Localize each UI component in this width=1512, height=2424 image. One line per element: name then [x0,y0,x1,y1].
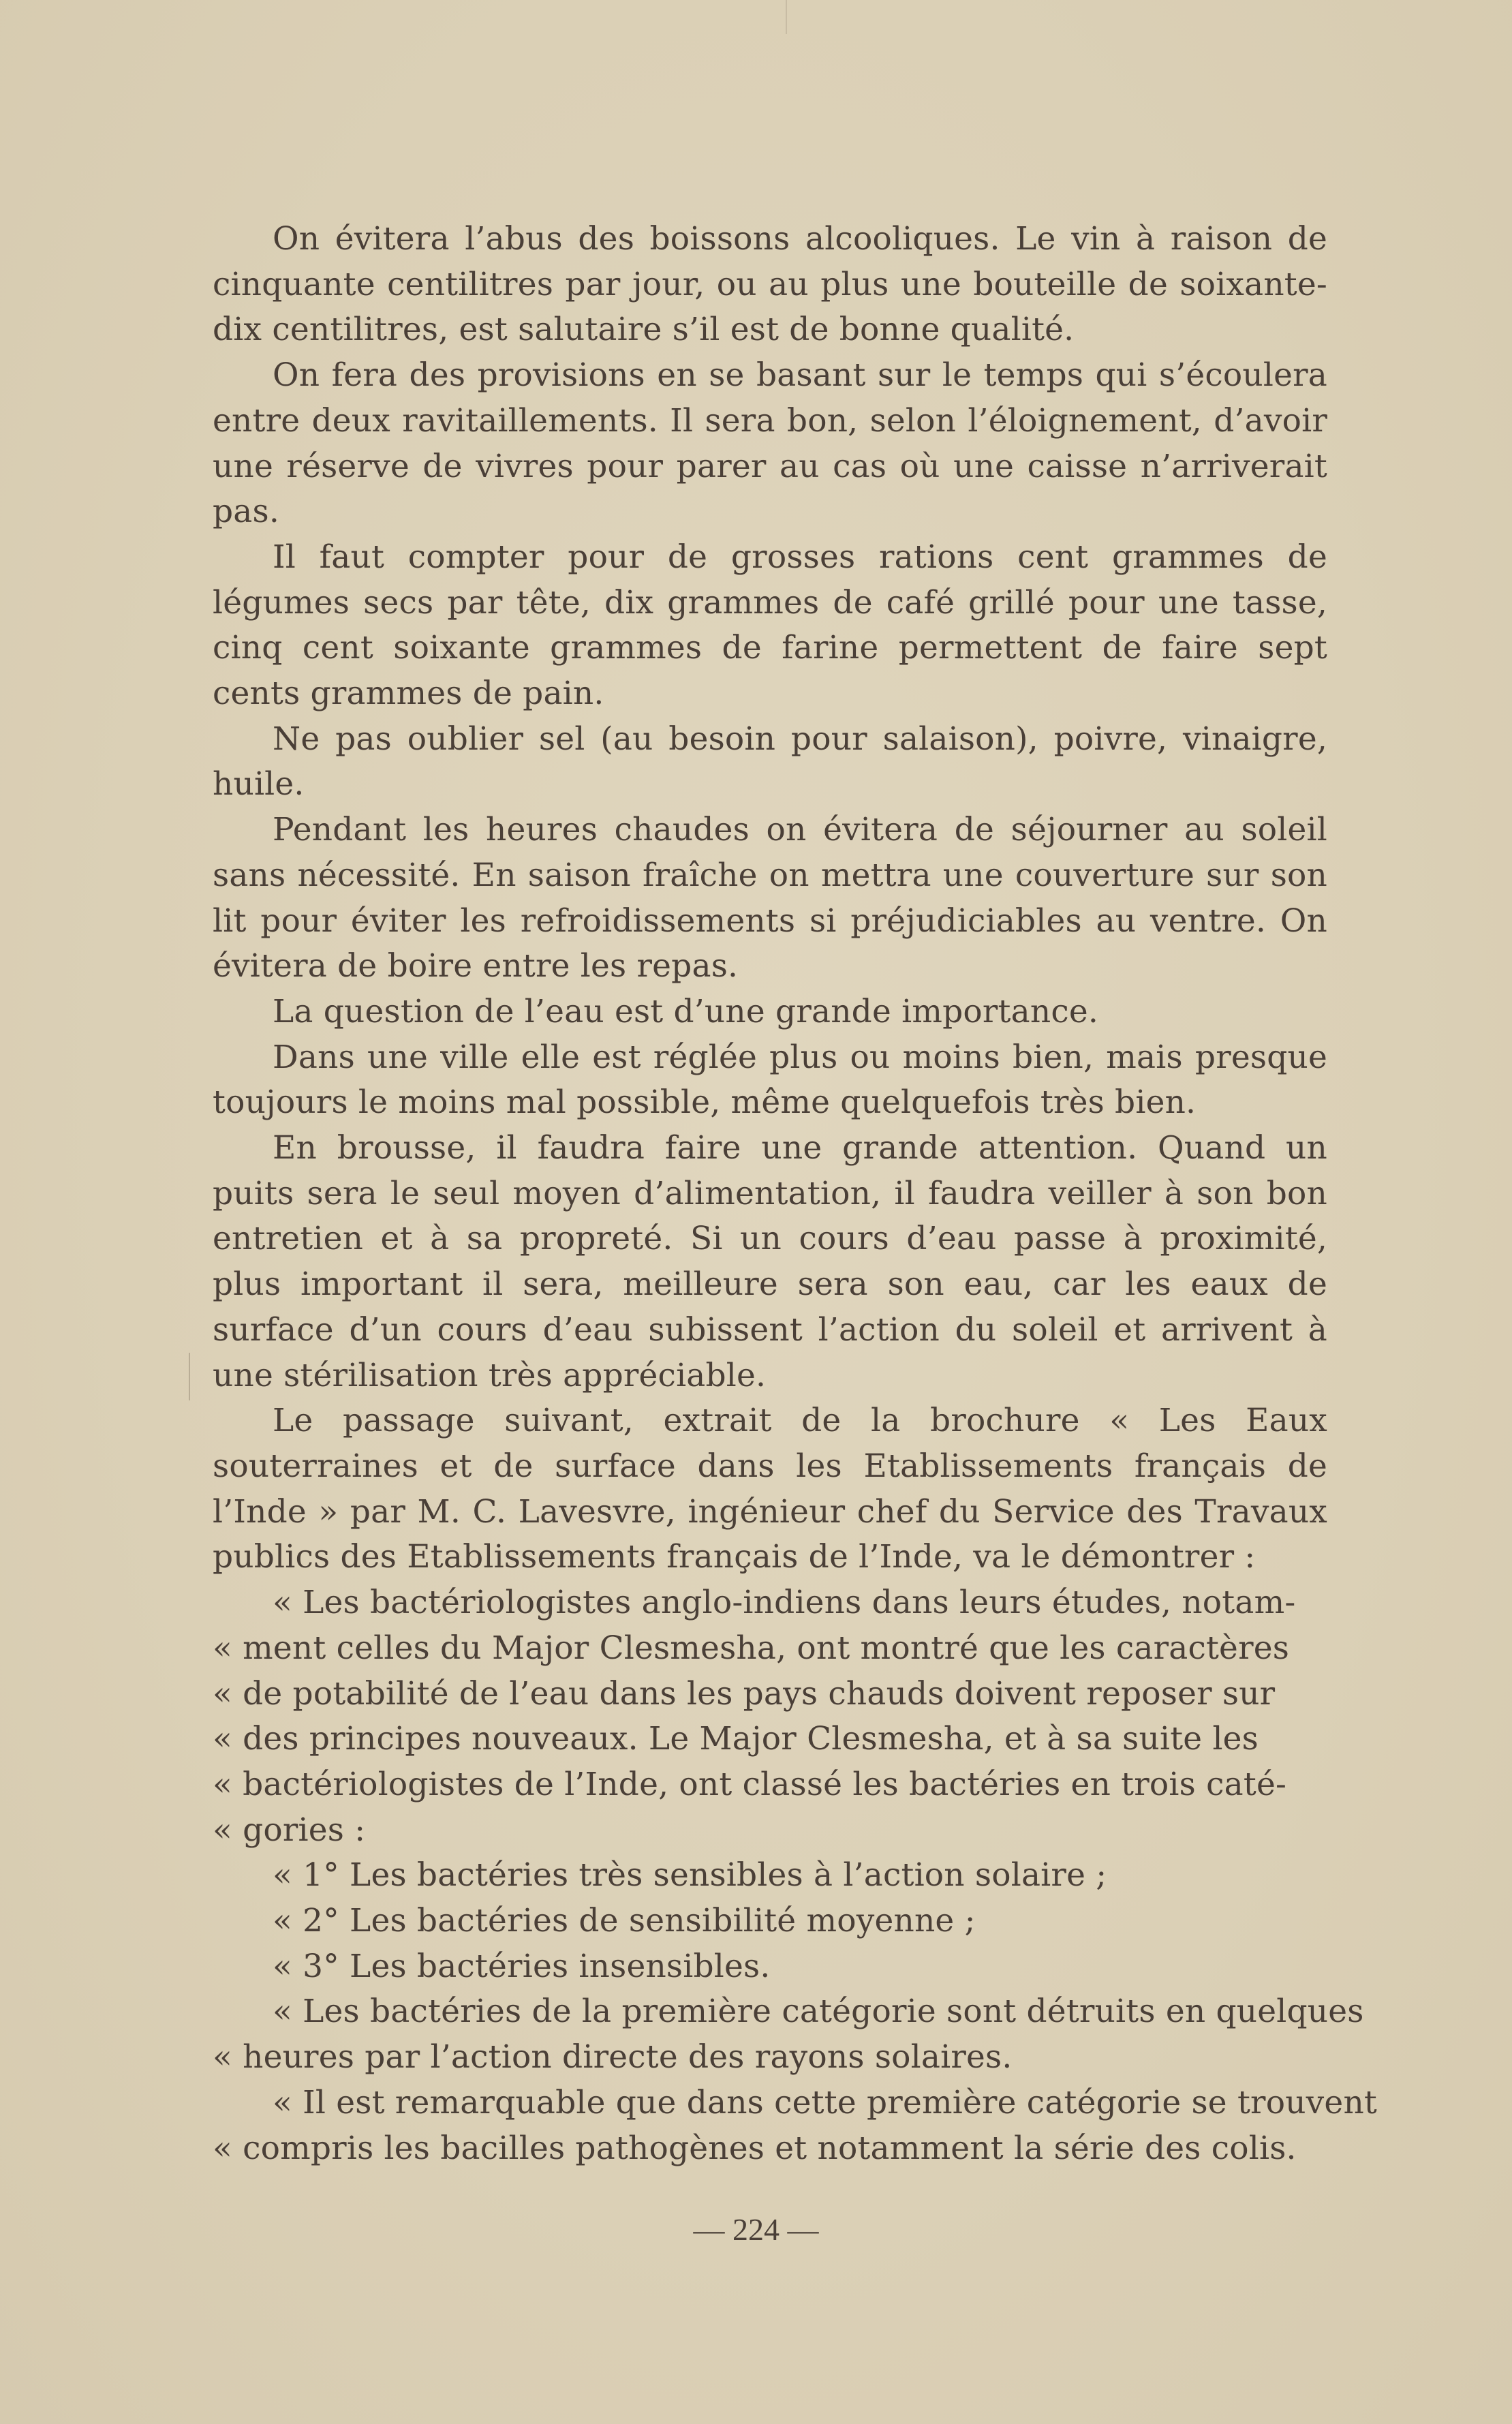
paragraph: Ne pas oublier sel (au besoin pour salaison), poivre, vinaigre, huile. [213,720,1327,803]
quote-line: « des principes nouveaux. Le Major Clesmesha, et à sa suite les [213,1720,1259,1758]
paragraph: La question de l’eau est d’une grande importance. [273,992,1099,1030]
body-text [213,217,1377,2171]
quote-line: « 3° Les bactéries insensibles. [273,1947,771,1985]
quote-line: « 2° Les bactéries de sensibilité moyenne ; [273,1902,976,1940]
quote-line: « Les bactériologistes anglo-indiens dans leurs études, notam- [273,1584,1296,1622]
paragraph: On évitera l’abus des boissons alcooliques. Le vin à raison de cinquante centilitres par jour, ou au plus une bouteille de soixante-dix centilitres, est salutaire s’il est de bonne qualité. [213,220,1327,349]
quote-line: « ment celles du Major Clesmesha, ont montré que les caractères [213,1629,1290,1667]
quote-line: « compris les bacilles pathogènes et notamment la série des colis. [213,2129,1297,2167]
quote-line: « gories : [213,1811,366,1849]
paragraph: Pendant les heures chaudes on évitera de séjourner au soleil sans nécessité. En saison fraîche on mettra une couverture sur son lit pour éviter les refroidissements si préjudiciables au ventre. On évitera de boire entre les repas. [213,811,1327,985]
page-number: — 224 — [693,2212,819,2247]
quotation [213,1580,1377,2171]
paragraph: Le passage suivant, extrait de la brochure « Les Eaux souterraines et de surface dans les Etablissements français de l’Inde » par M. C. Lavesvre, ingénieur chef du Service des Travaux publics des Etablissements français de l’Inde, va le démontrer : [213,1402,1327,1576]
quote-line: « heures par l’action directe des rayons solaires. [213,2038,1013,2076]
quote-line: « 1° Les bactéries très sensibles à l’action solaire ; [273,1856,1107,1894]
quote-line: « Les bactéries de la première catégorie sont détruits en quelques [273,1993,1364,2031]
paragraph: Dans une ville elle est réglée plus ou moins bien, mais presque toujours le moins mal possible, même quelquefois très bien. [213,1038,1327,1122]
paragraph: Il faut compter pour de grosses rations cent grammes de légumes secs par tête, dix grammes de café grillé pour une tasse, cinq cent soixante grammes de farine permettent de faire sept cents grammes de pain. [213,538,1327,713]
paragraph: On fera des provisions en se basant sur le temps qui s’écoulera entre deux ravitaillements. Il sera bon, selon l’éloignement, d’avoir une réserve de vivres pour parer au cas où une caisse n’arriverait pas. [213,356,1327,531]
quote-line: « Il est remarquable que dans cette première catégorie se trouvent [273,2083,1377,2121]
scan-mark [786,0,787,34]
quote-line: « de potabilité de l’eau dans les pays chauds doivent reposer sur [213,1674,1276,1713]
margin-mark [189,1353,190,1400]
paragraph: En brousse, il faudra faire une grande attention. Quand un puits sera le seul moyen d’alimentation, il faudra veiller à son bon entretien et à sa propreté. Si un cours d’eau passe à proximité, plus important il sera, meilleure sera son eau, car les eaux de surface d’un cours d’eau subissent l’action du soleil et arrivent à une stérilisation très appréciable. [213,1129,1327,1394]
quote-line: « bactériologistes de l’Inde, ont classé les bactéries en trois caté- [213,1765,1287,1803]
